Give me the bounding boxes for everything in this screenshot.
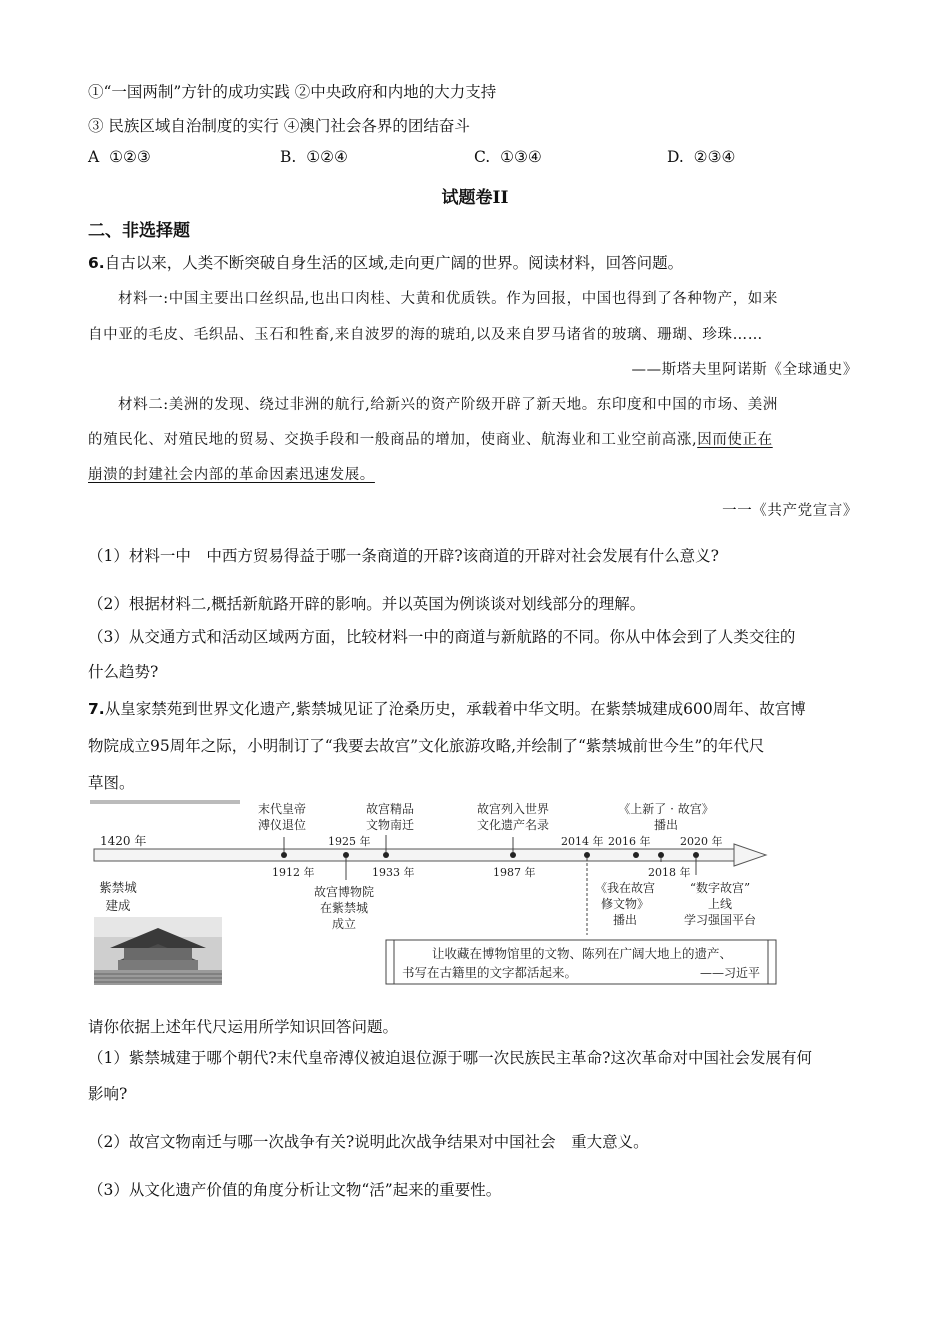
q6-material2-source: 一一《共产党宣言》 bbox=[722, 503, 858, 519]
event-2018-line2: 播出 bbox=[653, 818, 679, 832]
year-2018: 2018 年 bbox=[648, 866, 691, 879]
q6-material2-line3-underlined: 崩溃的封建社会内部的革命因素迅速发展。 bbox=[88, 467, 375, 483]
q7-subquestion-1-line1: （1）紫禁城建于哪个朝代?末代皇帝溥仪被迫退位源于哪一次民族民主革命?这次革命对中国社会发展有何 bbox=[88, 1049, 812, 1067]
question-number: 6. bbox=[88, 254, 105, 272]
event-2014-line1: 《我在故宫 bbox=[594, 881, 656, 895]
year-1912: 1912 年 bbox=[272, 866, 315, 879]
q6-material1-line1: 材料一:中国主要出口丝织品,也出口肉桂、大黄和优质铁。作为回报，中国也得到了各种物产，如来 bbox=[118, 291, 778, 307]
year-1987: 1987 年 bbox=[493, 866, 536, 879]
q6-stem bbox=[88, 251, 683, 273]
event-2014-line2: 修文物》 bbox=[600, 897, 650, 911]
q7-stem-line3: 草图。 bbox=[88, 774, 135, 792]
q7-subquestion-2: （2）故宫文物南迁与哪一次战争有关?说明此次战争结果对中国社会 重大意义。 bbox=[88, 1133, 649, 1151]
event-1925-line2: 在紫禁城 bbox=[319, 901, 369, 915]
event-1933-line2: 文物南迁 bbox=[365, 818, 415, 832]
event-1925-line3: 成立 bbox=[331, 917, 357, 931]
q6-material1-source: ——斯塔夫里阿诺斯《全球通史》 bbox=[631, 362, 858, 378]
option-label: D. bbox=[667, 148, 684, 166]
q6-subquestion-1: （1）材料一中 中西方贸易得益于哪一条商道的开辟?该商道的开辟对社会发展有什么意义? bbox=[88, 547, 719, 565]
dot-2020 bbox=[693, 852, 699, 858]
material-text: 的殖民化、对殖民地的贸易、交换手段和一般商品的增加，使商业、航海业和工业空前高涨, bbox=[88, 432, 698, 448]
underlined-text: 因而使正在 bbox=[697, 432, 773, 448]
q6-material1-line2: 自中亚的毛皮、毛织品、玉石和牲畜,来自波罗的海的琥珀,以及来自罗马诸省的玻璃、珊瑚、珍珠…… bbox=[88, 327, 763, 343]
event-1987-line1: 故宫列入世界 bbox=[476, 802, 550, 816]
section-title: 二、非选择题 bbox=[88, 221, 190, 241]
option-text: ②③④ bbox=[693, 148, 736, 166]
option-text: ①②③ bbox=[109, 148, 151, 166]
event-1912-line1: 末代皇帝 bbox=[257, 802, 307, 816]
q5-option-a[interactable] bbox=[88, 148, 151, 166]
paper-title: 试题卷II bbox=[441, 188, 509, 208]
dot-2018 bbox=[658, 852, 664, 858]
event-2014-line3: 播出 bbox=[612, 913, 638, 927]
event-2020-line2: 上线 bbox=[707, 897, 733, 911]
q5-option-d[interactable] bbox=[667, 148, 735, 166]
q7-subquestion-1-line2: 影响? bbox=[88, 1085, 128, 1103]
q7-intro: 请你依据上述年代尺运用所学知识回答问题。 bbox=[88, 1018, 399, 1036]
year-1925: 1925 年 bbox=[328, 835, 371, 848]
q5-statement-line2: ③ 民族区域自治制度的实行 ④澳门社会各界的团结奋斗 bbox=[88, 117, 470, 135]
dot-2014 bbox=[584, 852, 590, 858]
event-1987-line2: 文化遗产名录 bbox=[476, 818, 550, 832]
dot-1912 bbox=[281, 852, 287, 858]
q6-material2-line2 bbox=[88, 428, 773, 449]
dot-1933 bbox=[383, 852, 389, 858]
event-1420-line2: 建成 bbox=[105, 898, 131, 913]
quote-line2: 书写在古籍里的文字都活起来。 bbox=[402, 965, 578, 980]
forbidden-city-photo bbox=[94, 917, 222, 985]
q6-subquestion-2: （2）根据材料二,概括新航路开辟的影响。并以英国为例谈谈对划线部分的理解。 bbox=[88, 595, 646, 613]
q7-subquestion-3: （3）从文化遗产价值的角度分析让文物“活”起来的重要性。 bbox=[88, 1181, 502, 1199]
event-2020-line3: 学习强国平台 bbox=[683, 913, 757, 927]
q5-option-b[interactable] bbox=[280, 148, 348, 166]
q5-statement-line1: ①“一国两制”方针的成功实践 ②中央政府和内地的大力支持 bbox=[88, 83, 497, 101]
question-number: 7. bbox=[88, 700, 105, 718]
timeline-arrowhead bbox=[734, 844, 766, 866]
q6-subquestion-3-line2: 什么趋势? bbox=[88, 663, 159, 681]
year-1420: 1420 年 bbox=[100, 834, 147, 848]
year-2020: 2020 年 bbox=[680, 835, 723, 848]
event-1420-line1: 紫禁城 bbox=[99, 880, 137, 895]
option-label: A bbox=[88, 148, 100, 166]
dot-2016 bbox=[633, 852, 639, 858]
cropped-caption-remnant bbox=[90, 800, 240, 804]
event-1925-line1: 故宫博物院 bbox=[313, 885, 375, 899]
q7-stem-line1 bbox=[88, 697, 806, 719]
quote-source: ——习近平 bbox=[699, 966, 760, 980]
option-label: C. bbox=[474, 148, 491, 166]
dot-1925 bbox=[343, 852, 349, 858]
option-label: B. bbox=[280, 148, 297, 166]
q5-option-c[interactable] bbox=[474, 148, 542, 166]
option-text: ①③④ bbox=[500, 148, 542, 166]
event-2020-line1: “数字故宫” bbox=[689, 881, 751, 895]
dot-1987 bbox=[510, 852, 516, 858]
year-2014: 2014 年 bbox=[561, 835, 604, 848]
question-text: 从皇家禁苑到世界文化遗产,紫禁城见证了沧桑历史，承载着中华文明。在紫禁城建成600周年、故宫博 bbox=[104, 700, 806, 718]
event-1933-line1: 故宫精品 bbox=[365, 802, 415, 816]
event-1912-line2: 溥仪退位 bbox=[257, 818, 307, 832]
timeline-figure bbox=[88, 800, 778, 1005]
option-text: ①②④ bbox=[306, 148, 348, 166]
event-2018-line1: 《上新了 · 故宫》 bbox=[618, 802, 714, 816]
q6-subquestion-3-line1: （3）从交通方式和活动区域两方面，比较材料一中的商道与新航路的不同。你从中体会到了人类交往的 bbox=[88, 628, 796, 646]
year-2016: 2016 年 bbox=[608, 835, 651, 848]
question-text: 自古以来，人类不断突破自身生活的区域,走向更广阔的世界。阅读材料，回答问题。 bbox=[104, 254, 684, 272]
q7-stem-line2: 物院成立95周年之际，小明制订了“我要去故宫”文化旅游攻略,并绘制了“紫禁城前世今生”的年代尺 bbox=[88, 737, 765, 755]
q6-material2-line1: 材料二:美洲的发现、绕过非洲的航行,给新兴的资产阶级开辟了新天地。东印度和中国的市场、美洲 bbox=[118, 397, 778, 413]
quote-line1: 让收藏在博物馆里的文物、陈列在广阔大地上的遗产、 bbox=[432, 946, 733, 961]
year-1933: 1933 年 bbox=[372, 866, 415, 879]
